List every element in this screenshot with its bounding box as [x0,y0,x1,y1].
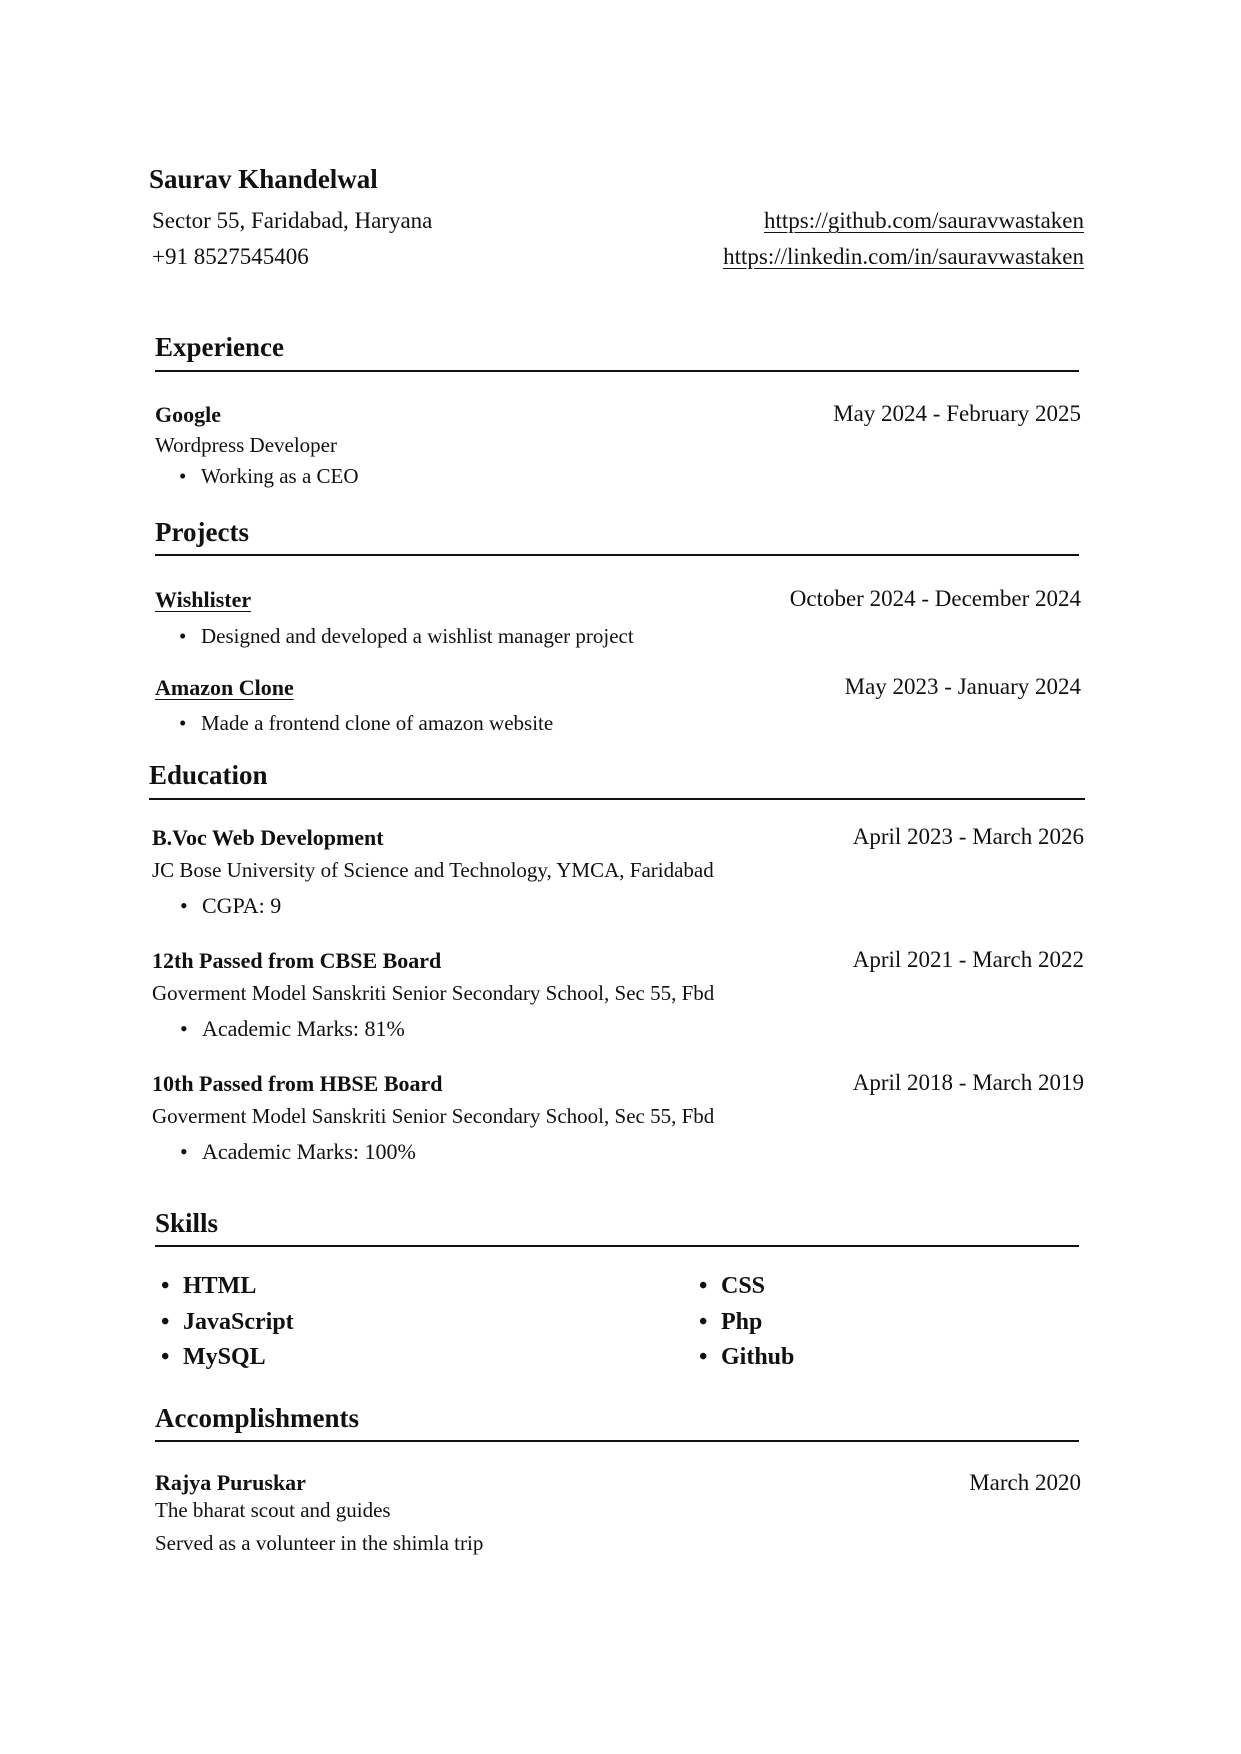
experience-role: Wordpress Developer [155,433,337,457]
education-dates: April 2021 - March 2022 [852,947,1084,972]
section-divider [155,1440,1079,1442]
section-divider [155,1245,1079,1247]
project-bullet: • Designed and developed a wishlist manager project [201,624,634,649]
section-divider [149,798,1085,800]
skill-item: • MySQL [183,1344,266,1371]
education-bullet: • Academic Marks: 100% [202,1139,416,1165]
education-dates: April 2018 - March 2019 [852,1070,1084,1095]
education-bullet: • CGPA: 9 [202,893,281,919]
skill-item: • JavaScript [183,1309,294,1336]
address: Sector 55, Faridabad, Haryana [152,208,433,233]
experience-bullet: • Working as a CEO [201,464,359,489]
project-dates: October 2024 - December 2024 [789,586,1081,611]
skill-item: • CSS [721,1273,765,1300]
education-school: Goverment Model Sanskriti Senior Secondary School, Sec 55, Fbd [152,981,715,1005]
section-title-experience: Experience [155,332,284,362]
accomplishment-title: Rajya Puruskar [155,1470,306,1495]
skill-item: • Github [721,1344,794,1371]
resume-name: Saurav Khandelwal [149,164,378,194]
linkedin-link[interactable]: https://linkedin.com/in/sauravwastaken [723,244,1084,269]
skill-item: • HTML [183,1273,256,1300]
section-title-projects: Projects [155,517,249,547]
education-school: JC Bose University of Science and Technology, YMCA, Faridabad [152,858,714,882]
education-degree: 10th Passed from HBSE Board [152,1071,443,1096]
education-dates: April 2023 - March 2026 [852,824,1084,849]
education-degree: B.Voc Web Development [152,825,384,850]
project-bullet: • Made a frontend clone of amazon website [201,711,553,736]
section-divider [155,554,1079,556]
section-title-accomplishments: Accomplishments [155,1403,359,1433]
project-title-amazon-clone[interactable]: Amazon Clone [155,675,294,700]
accomplishment-date: March 2020 [969,1470,1081,1495]
experience-company: Google [155,402,221,427]
skill-item: • Php [721,1309,762,1336]
education-bullet: • Academic Marks: 81% [202,1016,405,1042]
project-dates: May 2023 - January 2024 [844,674,1081,699]
accomplishment-description: Served as a volunteer in the shimla trip [155,1531,484,1555]
accomplishment-organization: The bharat scout and guides [155,1498,391,1522]
project-title-wishlister[interactable]: Wishlister [155,587,252,612]
education-school: Goverment Model Sanskriti Senior Secondary School, Sec 55, Fbd [152,1104,715,1128]
experience-dates: May 2024 - February 2025 [833,401,1081,426]
section-title-skills: Skills [155,1208,219,1238]
section-divider [155,370,1079,372]
phone-number: +91 8527545406 [152,244,309,269]
section-title-education: Education [149,760,268,790]
github-link[interactable]: https://github.com/sauravwastaken [763,208,1084,233]
education-degree: 12th Passed from CBSE Board [152,948,442,973]
